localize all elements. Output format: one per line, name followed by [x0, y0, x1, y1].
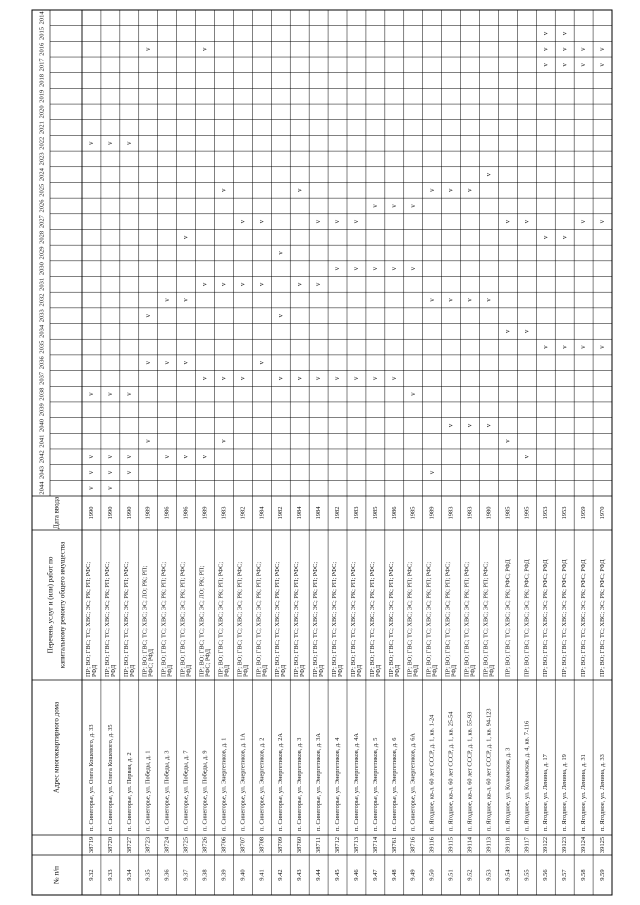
row-works: ПР; ВО; ГВС; ТС; ХВС; ЭС; РК; РФС; РФД [542, 559, 550, 677]
row-id: 38723 [144, 836, 152, 854]
row-works-2: РФС; РФД [147, 648, 155, 677]
year-check-mark: v [560, 345, 569, 349]
row-works: ПР; ВО; ГВС; ТС; ХВС; ЭС; РК; РП; РФС; [293, 561, 301, 677]
row-number: 9.33 [106, 869, 114, 881]
row-id: 38711 [315, 836, 323, 854]
year-check-mark: v [181, 360, 190, 365]
row-address: п. Синегорье, ул. Энергетиков, д. 6А [409, 733, 417, 831]
year-check-mark: v [352, 376, 361, 381]
row-works: ПР; ВО; ГВС; ТС; ХВС; ЭС; РК; РП; РФС; [425, 561, 433, 677]
row-works-2: РФД [223, 664, 231, 677]
row-works-2: РФД [128, 664, 136, 677]
year-label: 2040 [38, 418, 46, 432]
year-check-mark: v [371, 266, 380, 271]
year-label: 2034 [38, 324, 46, 338]
row-date: 1986 [390, 506, 398, 520]
year-check-mark: v [371, 376, 380, 381]
year-check-mark: v [257, 282, 266, 287]
year-label: 2031 [38, 277, 46, 291]
year-check-mark: v [541, 31, 550, 36]
row-address: п. Синегорье, ул. Энергетиков, д. 1 [220, 737, 228, 831]
year-check-mark: v [106, 141, 115, 146]
row-address: п. Синегорье, ул. Энергетиков, д. 2 [258, 737, 266, 831]
year-check-mark: v [219, 439, 228, 443]
year-check-mark: v [276, 376, 285, 381]
row-date: 1983 [352, 506, 360, 520]
row-address: п. Ягодное, кв-л. 60 лет СССР, д. 1, кв. 94-123 [485, 708, 493, 831]
year-check-mark: v [598, 219, 607, 224]
row-works: ПР; ВО; ГВС; ТС; ХВС; ЭС; РК; РП; РФС; [312, 561, 320, 677]
row-date: 1989 [428, 506, 436, 520]
row-works-2: РФД [393, 664, 401, 677]
year-label: 2043 [38, 465, 46, 479]
year-check-mark: v [219, 188, 228, 193]
row-number: 9.38 [201, 869, 209, 881]
row-date: 1983 [466, 506, 474, 520]
row-works: ПР; ВО; ГВС; ТС; ХВС; ЭС; РК; РП; РФС; [103, 561, 111, 677]
row-address: п. Синегорье, ул. Энергетиков, д. 3А [315, 733, 323, 831]
row-date: 1984 [315, 506, 323, 520]
year-check-mark: v [314, 282, 323, 287]
row-address: п. Синегорье, ул. Победы, д. 7 [182, 750, 190, 831]
row-id: 38709 [277, 836, 285, 854]
year-check-mark: v [181, 455, 190, 459]
year-check-mark: v [219, 282, 228, 287]
row-number: 9.47 [371, 869, 379, 881]
year-check-mark: v [295, 376, 304, 381]
row-number: 9.43 [296, 869, 304, 881]
year-label: 2018 [38, 74, 46, 88]
year-check-mark: v [579, 219, 588, 224]
year-label: 2017 [38, 58, 46, 72]
year-check-mark: v [143, 360, 152, 365]
year-check-mark: v [579, 63, 588, 67]
year-label: 2032 [38, 293, 46, 307]
year-label: 2021 [38, 121, 46, 135]
row-number: 9.44 [315, 869, 323, 881]
year-label: 2016 [38, 42, 46, 56]
row-date: 1984 [296, 506, 304, 520]
year-check-mark: v [465, 188, 474, 193]
year-check-mark: v [219, 376, 228, 381]
row-id: 39114 [466, 836, 474, 854]
row-address: п. Синегорье, ул. Победы, д. 9 [201, 750, 209, 831]
row-address: п. Синегорье, ул. Энергетиков, д. 6 [390, 737, 398, 831]
row-works-2: РФД [242, 664, 250, 677]
row-works: ПР; ВО; ГВС; ТС; ХВС; ЭС; РК; РП; РФС; [330, 561, 338, 677]
row-date: 1986 [182, 506, 190, 520]
row-number: 9.52 [466, 869, 474, 881]
year-check-mark: v [314, 219, 323, 224]
year-check-mark: v [124, 470, 133, 475]
row-id: 39122 [542, 836, 550, 854]
year-check-mark: v [257, 360, 266, 365]
year-check-mark: v [408, 266, 417, 271]
year-check-mark: v [106, 455, 115, 459]
row-number: 9.35 [144, 869, 152, 881]
year-label: 2027 [38, 215, 46, 229]
year-check-mark: v [87, 455, 96, 459]
year-check-mark: v [124, 392, 133, 396]
year-label: 2019 [38, 89, 46, 103]
year-label: 2042 [38, 450, 46, 464]
row-works: ПР; ВО; ГВС; ТС; ХВС; ЭС; РК; РФС; РФД [580, 559, 588, 677]
row-works-2: РФД [261, 664, 269, 677]
year-check-mark: v [560, 31, 569, 36]
year-check-mark: v [87, 486, 96, 490]
header-works-2: капитальному ремонту общего имущества [58, 541, 67, 669]
year-check-mark: v [408, 392, 417, 396]
year-check-mark: v [143, 47, 152, 51]
row-address: п. Ягодное, кв-л. 60 лет СССР, д. 1, кв. 1-24 [428, 714, 436, 831]
row-works: ПР; ВО; ГВС; ТС; ХВС; ЭС; РК; РП; РФС; [406, 561, 414, 677]
row-works: ПР; ВО; ГВС; ТС; ХВС; ЭС; РК; РП; РФС; [368, 561, 376, 677]
row-date: 1959 [580, 506, 588, 520]
row-date: 1982 [334, 506, 342, 520]
year-check-mark: v [541, 47, 550, 51]
year-label: 2028 [38, 230, 46, 244]
year-check-mark: v [503, 329, 512, 334]
year-label: 2039 [38, 403, 46, 417]
year-check-mark: v [200, 376, 209, 381]
header-address: Адрес многоквартирного дома [52, 701, 61, 794]
row-works-2: РФД [412, 664, 420, 677]
row-works: ПР; ВО; ГВС; ТС; ХВС; ЭС; РК; РП; РФС; [179, 561, 187, 677]
year-label: 2026 [38, 199, 46, 213]
year-label: 2022 [38, 136, 46, 150]
row-works: ПР; ВО; ГВС; ТС; ХВС; ЭС; РК; РП; РФС; [387, 561, 395, 677]
row-works: ПР; ВО; ГВС; ТС; ХВС; ЭС; РК; РП; РФС; [482, 561, 490, 677]
year-check-mark: v [446, 298, 455, 302]
row-works-2: РФД [318, 664, 326, 677]
row-number: 9.58 [580, 869, 588, 881]
year-label: 2035 [38, 340, 46, 354]
row-date: 1995 [523, 506, 531, 520]
row-address: п. Синегорье, ул. Энергетиков, д. 1А [239, 733, 247, 831]
year-check-mark: v [427, 188, 436, 193]
row-address: п. Синегорье, ул. Энергетиков, д. 4А [352, 733, 360, 831]
row-number: 9.46 [352, 869, 360, 881]
year-check-mark: v [446, 188, 455, 193]
row-number: 9.39 [220, 869, 228, 881]
row-id: 39113 [485, 836, 493, 854]
year-check-mark: v [181, 235, 190, 240]
year-label: 2014 [38, 11, 46, 25]
row-date: 1953 [561, 506, 569, 520]
year-label: 2037 [38, 371, 46, 385]
row-id: 38719 [87, 836, 95, 854]
year-check-mark: v [87, 392, 96, 396]
row-id: 39115 [447, 836, 455, 854]
year-label: 2041 [38, 434, 46, 448]
year-label: 2023 [38, 152, 46, 166]
row-id: 38713 [352, 836, 360, 854]
row-number: 9.36 [163, 869, 171, 881]
row-date: 1983 [220, 506, 228, 520]
row-works: ПР; ВО; ГВС; ТС; ХВС; ЭС; РК; РП; РФС; [160, 561, 168, 677]
year-check-mark: v [541, 235, 550, 240]
row-id: 38707 [239, 836, 247, 854]
year-check-mark: v [106, 470, 115, 475]
row-id: 38727 [125, 836, 133, 854]
year-check-mark: v [238, 376, 247, 381]
year-label: 2033 [38, 309, 46, 323]
row-works-2: РФД [488, 664, 496, 677]
year-check-mark: v [522, 219, 531, 224]
row-date: 1989 [201, 506, 209, 520]
row-address: п. Синегорье, ул. Первая, д. 2 [125, 752, 133, 831]
year-check-mark: v [200, 282, 209, 287]
year-label: 2036 [38, 356, 46, 370]
header-date: Дата ввода [52, 496, 61, 530]
row-address: п. Ягодное, ул. Ленина, д. 17 [542, 754, 550, 831]
row-id: 39117 [523, 836, 531, 854]
year-check-mark: v [352, 219, 361, 224]
year-check-mark: v [162, 298, 171, 302]
year-check-mark: v [200, 47, 209, 51]
header-num: № п/п [52, 866, 61, 884]
year-check-mark: v [560, 47, 569, 51]
year-check-mark: v [124, 141, 133, 146]
year-check-mark: v [87, 470, 96, 475]
row-number: 9.42 [277, 869, 285, 881]
year-check-mark: v [276, 313, 285, 318]
year-check-mark: v [295, 188, 304, 193]
row-date: 1982 [277, 506, 285, 520]
row-id: 39124 [580, 836, 588, 854]
year-check-mark: v [446, 423, 455, 428]
row-number: 9.48 [390, 869, 398, 881]
year-check-mark: v [389, 204, 398, 208]
row-address: п. Ягодное, кв-л. 60 лет СССР, д. 1, кв. 55-93 [466, 711, 474, 831]
row-id: 39125 [599, 836, 607, 854]
row-address: п. Ягодное, ул. Колымская, д. 3 [504, 747, 512, 831]
row-id: 38760 [296, 836, 304, 854]
row-id: 38706 [220, 836, 228, 854]
year-label: 2029 [38, 246, 46, 260]
row-works-2: РФД [336, 664, 344, 677]
row-id: 38720 [106, 836, 114, 854]
row-address: п. Ягодное, ул. Ленина, д. 33 [598, 754, 606, 831]
row-id: 38724 [163, 836, 171, 854]
row-id: 38726 [201, 836, 209, 854]
row-date: 1990 [106, 506, 114, 520]
year-check-mark: v [200, 455, 209, 459]
row-address: п. Синегорье, ул. Олега Кошевого, д. 33 [87, 724, 95, 831]
row-works: ПР; ВО; ГВС; ТС; ХВС; ЭС; РК; РФС; РФД [504, 559, 512, 677]
row-works-2: РФД [185, 664, 193, 677]
year-label: 2025 [38, 183, 46, 197]
row-number: 9.41 [258, 869, 266, 881]
row-works-2: РФД [109, 664, 117, 677]
row-id: 38716 [409, 836, 417, 854]
row-address: п. Ягодное, ул. Ленина, д. 31 [580, 754, 588, 831]
row-works-2: РФС; РФД [204, 648, 212, 677]
row-number: 9.51 [447, 869, 455, 881]
row-works: ПР; ВО; ГВС; ТС; ХВС; ЭС; РК; РФС; РФД [523, 559, 531, 677]
year-check-mark: v [408, 204, 417, 208]
year-check-mark: v [598, 63, 607, 67]
row-date: 1986 [163, 506, 171, 520]
year-check-mark: v [314, 376, 323, 381]
year-check-mark: v [333, 219, 342, 224]
row-number: 9.50 [428, 869, 436, 881]
year-check-mark: v [503, 439, 512, 443]
row-works: ПР; ВО; ГВС; ТС; ХВС; ЭС; РК; РП; РФС; [122, 561, 130, 677]
year-check-mark: v [522, 455, 531, 459]
row-works: ПР; ВО; ГВС; ТС; ХВС; ЭС; РК; РП; РФС; [444, 561, 452, 677]
row-date: 1970 [599, 506, 607, 520]
row-address: п. Синегорье, ул. Энергетиков, д. 3 [296, 737, 304, 831]
row-works: ПР; ВО; ГВС; ТС; ХВС; ЭС; РК; РП; РФС; [84, 561, 92, 677]
year-check-mark: v [352, 266, 361, 271]
row-address: п. Синегорье, ул. Энергетиков, д. 5 [371, 737, 379, 831]
row-id: 38714 [371, 836, 379, 854]
row-works-2: РФД [469, 664, 477, 677]
row-date: 1985 [504, 506, 512, 520]
year-check-mark: v [276, 251, 285, 255]
row-id: 39123 [561, 836, 569, 854]
year-label: 2044 [38, 481, 46, 495]
year-check-mark: v [162, 455, 171, 459]
row-date: 1990 [87, 506, 95, 520]
year-check-mark: v [333, 376, 342, 381]
row-date: 1984 [258, 506, 266, 520]
row-date: 1983 [447, 506, 455, 520]
row-id: 39116 [428, 836, 436, 854]
header-works: Перечень услуг и (или) работ по [46, 556, 55, 654]
year-check-mark: v [427, 298, 436, 302]
year-check-mark: v [503, 219, 512, 224]
row-date: 1990 [125, 506, 133, 520]
year-check-mark: v [295, 282, 304, 287]
row-date: 1989 [144, 506, 152, 520]
year-check-mark: v [143, 313, 152, 318]
row-works-2: РФД [90, 664, 98, 677]
row-works-2: РФД [450, 664, 458, 677]
year-check-mark: v [598, 345, 607, 349]
row-number: 9.37 [182, 869, 190, 881]
year-check-mark: v [389, 266, 398, 271]
year-check-mark: v [162, 360, 171, 365]
year-check-mark: v [579, 345, 588, 349]
year-label: 2024 [38, 168, 46, 182]
row-id: 38725 [182, 836, 190, 854]
row-works: ПР; ВО; ГВС; ТС; ХВС; ЭС; РК; РП; РФС; [236, 561, 244, 677]
row-address: п. Ягодное, ул. Колымская, д. 4, кв. 7-116 [523, 720, 531, 831]
row-id: 39118 [504, 836, 512, 854]
row-date: 1985 [409, 506, 417, 520]
year-check-mark: v [238, 282, 247, 287]
year-label: 2020 [38, 105, 46, 119]
row-works-2: РФД [431, 664, 439, 677]
row-works-2: РФД [374, 664, 382, 677]
row-works: ПР; ВО; ГВС; ТС; ХВС; ЭС; РК; РП; РФС; [217, 561, 225, 677]
row-address: п. Синегорье, ул. Победы, д. 3 [163, 750, 171, 831]
year-check-mark: v [465, 298, 474, 302]
row-id: 38761 [390, 836, 398, 854]
row-number: 9.56 [542, 869, 550, 881]
year-check-mark: v [87, 141, 96, 146]
row-number: 9.53 [485, 869, 493, 881]
row-number: 9.40 [239, 869, 247, 881]
year-check-mark: v [143, 439, 152, 443]
row-address: п. Ягодное, кв-л. 60 лет СССР, д. 1, кв. 25-54 [447, 711, 455, 831]
year-check-mark: v [238, 219, 247, 224]
row-date: 1985 [371, 506, 379, 520]
row-works: ПР; ВО; ГВС; ТС; ХВС; ЭС; РК; РФС; РФД [598, 559, 606, 677]
year-check-mark: v [560, 63, 569, 67]
row-works: ПР; ВО; ГВС; ТС; ХВС; ЭС; ЛО; РК; РП; [198, 565, 206, 677]
row-works-2: РФД [166, 664, 174, 677]
row-date: 1980 [485, 506, 493, 520]
row-works-2: РФД [299, 664, 307, 677]
year-check-mark: v [484, 423, 493, 428]
year-check-mark: v [541, 345, 550, 349]
row-number: 9.45 [334, 869, 342, 881]
year-check-mark: v [257, 219, 266, 224]
year-check-mark: v [560, 235, 569, 240]
row-address: п. Синегорье, ул. Энергетиков, д. 4 [333, 737, 341, 831]
year-label: 2038 [38, 387, 46, 401]
row-address: п. Синегорье, ул. Победы, д. 1 [144, 750, 152, 831]
row-works: ПР; ВО; ГВС; ТС; ХВС; ЭС; ЛО; РК; РП; [141, 565, 149, 677]
row-works-2: РФД [355, 664, 363, 677]
row-id: 38712 [334, 836, 342, 854]
year-label: 2015 [38, 27, 46, 41]
year-check-mark: v [389, 376, 398, 381]
year-check-mark: v [541, 63, 550, 67]
year-check-mark: v [484, 172, 493, 177]
row-address: п. Синегорье, ул. Олега Кошевого, д. 35 [106, 724, 114, 831]
year-check-mark: v [484, 298, 493, 302]
year-check-mark: v [579, 47, 588, 51]
year-check-mark: v [106, 486, 115, 490]
year-check-mark: v [465, 423, 474, 428]
year-check-mark: v [124, 455, 133, 459]
row-works: ПР; ВО; ГВС; ТС; ХВС; ЭС; РК; РП; РФС; [255, 561, 263, 677]
row-id: 38708 [258, 836, 266, 854]
row-works: ПР; ВО; ГВС; ТС; ХВС; ЭС; РК; РП; РФС; [463, 561, 471, 677]
year-check-mark: v [427, 470, 436, 475]
row-date: 1982 [239, 506, 247, 520]
year-check-mark: v [371, 204, 380, 208]
row-number: 9.54 [504, 869, 512, 881]
year-check-mark: v [181, 298, 190, 302]
year-check-mark: v [522, 329, 531, 334]
year-label: 2030 [38, 262, 46, 276]
row-number: 9.34 [125, 869, 133, 881]
year-check-mark: v [333, 266, 342, 271]
row-number: 9.57 [561, 869, 569, 881]
year-check-mark: v [106, 392, 115, 396]
row-number: 9.32 [87, 869, 95, 881]
row-number: 9.49 [409, 869, 417, 881]
row-address: п. Ягодное, ул. Ленина, д. 19 [561, 754, 569, 831]
row-number: 9.59 [599, 869, 607, 881]
row-date: 1953 [542, 506, 550, 520]
row-works: ПР; ВО; ГВС; ТС; ХВС; ЭС; РК; РФС; РФД [561, 559, 569, 677]
year-check-mark: v [598, 47, 607, 51]
row-works: ПР; ВО; ГВС; ТС; ХВС; ЭС; РК; РП; РФС; [274, 561, 282, 677]
row-address: п. Синегорье, ул. Энергетиков, д. 2А [277, 733, 285, 831]
row-works-2: РФД [280, 664, 288, 677]
row-number: 9.55 [523, 869, 531, 881]
row-works: ПР; ВО; ГВС; ТС; ХВС; ЭС; РК; РП; РФС; [349, 561, 357, 677]
